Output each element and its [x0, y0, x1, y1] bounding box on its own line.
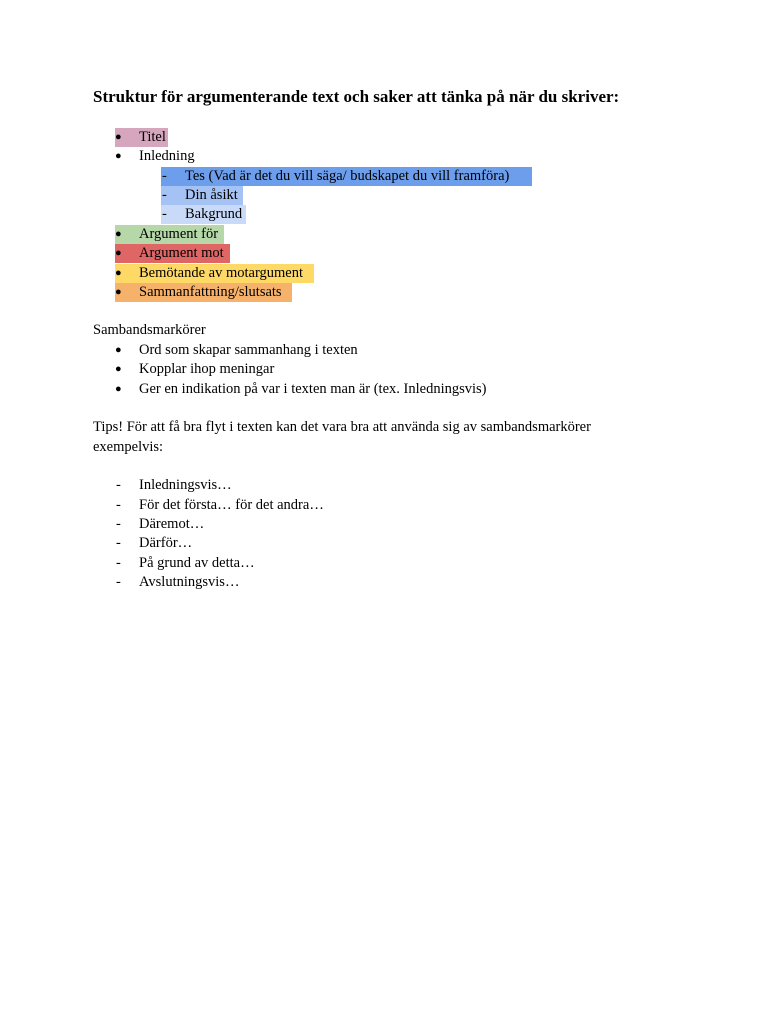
list-item-label: Däremot…: [139, 516, 205, 532]
list-item: [0, 341, 768, 360]
list-item-label: Inledning: [139, 148, 195, 164]
list-item: [0, 496, 768, 515]
document-title: Struktur för argumenterande text och saker att tänka på när du skriver:: [93, 87, 620, 106]
list-item: [0, 515, 768, 534]
sub-item-din-asikt: [0, 186, 768, 205]
tips-line-2: exempelvis:: [93, 439, 164, 455]
list-item: [0, 573, 768, 592]
list-item-label: Sammanfattning/slutsats: [139, 284, 282, 300]
list-item-bemotande: [0, 264, 768, 283]
list-item-label: Inledningsvis…: [139, 477, 232, 493]
dash-icon: -: [116, 497, 121, 513]
list-item-argument-for: [0, 225, 768, 244]
list-item-label: Kopplar ihop meningar: [139, 361, 275, 377]
list-item-sammanfattning: [0, 283, 768, 302]
dash-icon: -: [116, 574, 121, 590]
sub-item-label: Bakgrund: [185, 206, 243, 222]
bullet-icon: ●: [115, 150, 122, 162]
dash-icon: -: [116, 535, 121, 551]
sub-item-label: Tes (Vad är det du vill säga/ budskapet du vill framföra): [185, 168, 510, 184]
tips-line-1: Tips! För att få bra flyt i texten kan det vara bra att använda sig av sambandsmarkörer: [93, 419, 591, 435]
list-item-label: På grund av detta…: [139, 555, 255, 571]
sub-item-tes: [0, 167, 768, 186]
bullet-icon: ●: [115, 247, 122, 259]
section-heading: Sambandsmarkörer: [93, 322, 206, 338]
list-item: [0, 534, 768, 553]
list-item-label: För det första… för det andra…: [139, 497, 324, 513]
sub-item-bakgrund: [0, 205, 768, 224]
list-item: [0, 380, 768, 399]
list-item-label: Ord som skapar sammanhang i texten: [139, 342, 358, 358]
bullet-icon: ●: [115, 286, 122, 298]
list-item-label: Därför…: [139, 535, 193, 551]
list-item: [0, 360, 768, 379]
bullet-icon: ●: [115, 383, 122, 395]
list-item-inledning: [0, 147, 768, 166]
dash-icon: -: [162, 206, 167, 222]
dash-icon: -: [116, 516, 121, 532]
dash-icon: -: [116, 555, 121, 571]
list-item-label: Argument mot: [139, 245, 224, 261]
bullet-icon: ●: [115, 131, 122, 143]
list-item: [0, 554, 768, 573]
list-item-titel: [0, 128, 768, 147]
bullet-icon: ●: [115, 344, 122, 356]
sub-item-label: Din åsikt: [185, 187, 238, 203]
bullet-icon: ●: [115, 363, 122, 375]
list-item-label: Bemötande av motargument: [139, 265, 304, 281]
dash-icon: -: [116, 477, 121, 493]
list-item-label: Titel: [139, 129, 166, 145]
bullet-icon: ●: [115, 267, 122, 279]
bullet-icon: ●: [115, 228, 122, 240]
list-item: [0, 476, 768, 495]
dash-icon: -: [162, 168, 167, 184]
list-item-argument-mot: [0, 244, 768, 263]
dash-icon: -: [162, 187, 167, 203]
list-item-label: Avslutningsvis…: [139, 574, 240, 590]
list-item-label: Ger en indikation på var i texten man är (tex. Inledningsvis): [139, 381, 487, 397]
list-item-label: Argument för: [139, 226, 219, 242]
